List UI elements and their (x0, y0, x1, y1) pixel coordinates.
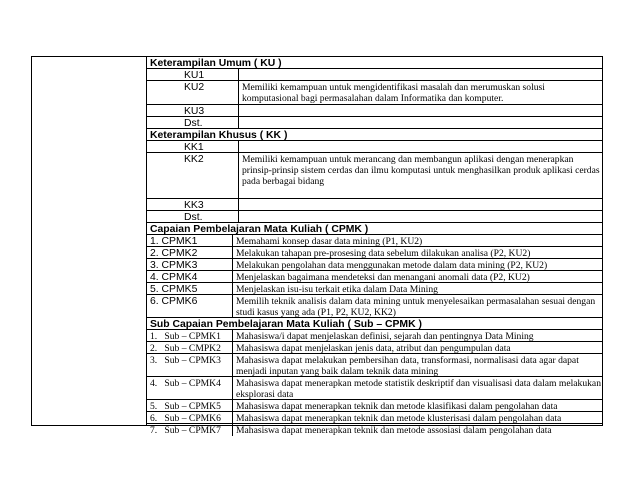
row-code: KU1 (184, 70, 205, 81)
row-text (238, 69, 602, 80)
row-text: Menjelaskan isu-isu terkait etika dalam Data Mining (232, 283, 602, 294)
table-row (147, 105, 602, 117)
row-text: Melakukan tahapan pre-prosesing data sebelum dilakukan analisa (P2, KU2) (232, 247, 602, 258)
row-text: Memilih teknik analisis dalam data mining untuk menyelesaikan permasalahan sesuai dengan studi kasus yang ada (P1, P2, KU2, KK2) (232, 295, 602, 317)
table-row (147, 259, 602, 271)
table-row (147, 247, 602, 259)
row-code: 6. Sub – CPMK6 (150, 413, 221, 424)
table-row (147, 271, 602, 283)
row-text (238, 117, 602, 128)
row-code: 5. CPMK5 (150, 284, 198, 295)
row-text (238, 105, 602, 116)
row-text (238, 141, 602, 152)
row-text: Memiliki kemampuan untuk merancang dan membangun aplikasi dengan menerapkan prinsip-prinsip sistem cerdas dan ilmu komputasi untuk menghasilkan produk aplikasi cerdas pada berbagai bidang (238, 153, 602, 198)
section-header-ku (147, 57, 602, 69)
row-code: KK1 (184, 142, 204, 153)
table-row (147, 354, 602, 377)
table-row (147, 424, 602, 436)
table-row (147, 330, 602, 342)
row-code: Dst. (184, 118, 203, 129)
section-title-ku: Keterampilan Umum ( KU ) (150, 58, 282, 69)
row-text (238, 211, 602, 222)
row-code: KU2 (184, 82, 205, 93)
document-table (31, 56, 603, 436)
table-row (147, 211, 602, 223)
table-row (147, 117, 602, 129)
section-header-cpmk (147, 223, 602, 235)
row-code: 3. CPMK3 (150, 260, 198, 271)
row-text: Mahasiswa dapat menerapkan teknik dan metode assosiasi dalam pengolahan data (232, 424, 602, 436)
table-row (147, 283, 602, 295)
table-row (147, 153, 602, 199)
table-row (147, 342, 602, 354)
row-text (238, 199, 602, 210)
row-code: 2. CPMK2 (150, 248, 198, 259)
row-code: Dst. (184, 212, 203, 223)
row-code: KU3 (184, 106, 205, 117)
section-header-kk (147, 129, 602, 141)
row-code: 4. Sub – CPMK4 (150, 378, 221, 389)
row-code: 5. Sub – CPMK5 (150, 401, 221, 412)
row-text: Melakukan pengolahan data menggunakan metode dalam data mining (P2, KU2) (232, 259, 602, 270)
row-text: Memiliki kemampuan untuk mengidentifikasi masalah dan merumuskan solusi komputasional bagi permasalahan dalam Informatika dan komputer. (238, 81, 602, 104)
row-text: Mahasiswa dapat menerapkan teknik dan metode klusterisasi dalam pengolahan data (232, 412, 602, 423)
section-header-subcpmk (147, 318, 602, 330)
row-text: Menjelaskan bagaimana mendeteksi dan menangani anomali data (P2, KU2) (232, 271, 602, 282)
section-title-subcpmk: Sub Capaian Pembelajaran Mata Kuliah ( Sub – CPMK ) (150, 319, 422, 330)
row-text: Mahasiswa dapat menjelaskan jenis data, atribut dan pengumpulan data (232, 342, 602, 353)
left-column (32, 57, 147, 425)
table-row (147, 235, 602, 247)
row-code: 1. Sub – CPMK1 (150, 331, 221, 342)
row-code: 3. Sub – CPMK3 (150, 355, 221, 366)
row-text: Memahami konsep dasar data mining (P1, KU2) (232, 235, 602, 246)
section-title-cpmk: Capaian Pembelajaran Mata Kuliah ( CPMK ) (150, 224, 369, 235)
row-text: Mahasiswa dapat menerapkan metode statistik deskriptif dan visualisasi data dalam melakukan eksplorasi data (232, 377, 602, 399)
row-text: Mahasiswa dapat melakukan pembersihan data, transformasi, normalisasi data agar dapat menjadi inputan yang baik dalam teknik data mining (232, 354, 602, 376)
table-row (147, 377, 602, 400)
row-code: 1. CPMK1 (150, 236, 198, 247)
table-row (147, 295, 602, 318)
table-row (147, 199, 602, 211)
table-rows (147, 57, 602, 436)
row-code: 7. Sub – CPMK7 (150, 425, 221, 436)
row-code: 4. CPMK4 (150, 272, 198, 283)
table-row (147, 141, 602, 153)
table-row (147, 81, 602, 105)
row-code: KK2 (184, 154, 204, 165)
row-code: KK3 (184, 200, 204, 211)
row-text: Mahasiswa dapat menerapkan teknik dan metode klasifikasi dalam pengolahan data (232, 400, 602, 411)
table-row (147, 400, 602, 412)
table-row (147, 69, 602, 81)
row-text: Mahasiswa/i dapat menjelaskan definisi, sejarah dan pentingnya Data Mining (232, 330, 602, 341)
row-code: 6. CPMK6 (150, 296, 198, 307)
section-title-kk: Keterampilan Khusus ( KK ) (150, 130, 288, 141)
row-code: 2. Sub – CMPK2 (150, 343, 221, 354)
table-row (147, 412, 602, 424)
